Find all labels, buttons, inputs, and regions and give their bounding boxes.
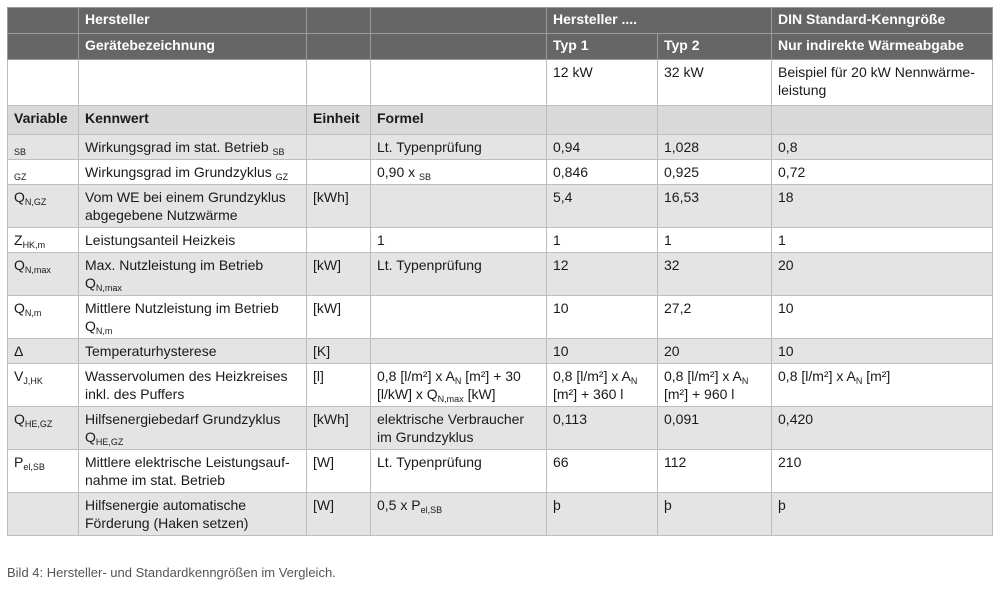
einheit-cell: [kWh]: [307, 185, 371, 228]
header-cell-blank: [8, 34, 79, 60]
comparison-table: [7, 7, 993, 536]
typ2-cell: 1: [658, 228, 772, 253]
einheit-cell: [kWh]: [307, 407, 371, 450]
formel-cell: Lt. Typenprüfung: [371, 450, 547, 493]
variable-cell: [8, 493, 79, 536]
empty-cell: [8, 60, 79, 106]
typ2-cell: 0,8 [l/m²] x $A_N$ [m²] + 960 l: [658, 364, 772, 407]
table-row: [8, 407, 993, 450]
typ1-cell: 66: [547, 450, 658, 493]
header-row-2: [8, 34, 993, 60]
empty-cell: [307, 60, 371, 106]
col-variable: Variable: [8, 106, 79, 135]
kennwert-cell: Wirkungsgrad im stat. Betrieb $_{SB}$: [79, 135, 307, 160]
typ2-cell: 112: [658, 450, 772, 493]
einheit-cell: [l]: [307, 364, 371, 407]
din-cell: 0,8: [772, 135, 993, 160]
einheit-cell: [kW]: [307, 253, 371, 296]
kennwert-cell: Mittlere Nutzleistung im Betrieb $Q_{N,m}$: [79, 296, 307, 339]
din-cell: 0,420: [772, 407, 993, 450]
comparison-table-wrapper: [7, 7, 992, 536]
din-power-example: Beispiel für 20 kW Nennwärme-leistung: [772, 60, 993, 106]
formel-cell: 0,8 [l/m²] x $A_N$ [m²] + 30 [l/kW] x $Q_{N,max}$ [kW]: [371, 364, 547, 407]
din-cell: 1: [772, 228, 993, 253]
variable-cell: $Q_{N,max}$: [8, 253, 79, 296]
table-row: [8, 185, 993, 228]
table-row: [8, 493, 993, 536]
table-row: [8, 228, 993, 253]
variable-cell: GZ: [8, 160, 79, 185]
typ1-cell: 1: [547, 228, 658, 253]
header-typ1: Typ 1: [547, 34, 658, 60]
kennwert-cell: Temperaturhysterese: [79, 339, 307, 364]
typ1-cell: 10: [547, 296, 658, 339]
din-checkbox-cell[interactable]: þ: [772, 493, 993, 536]
din-cell: 18: [772, 185, 993, 228]
typ1-cell: 0,8 [l/m²] x $A_N$ [m²] + 360 l: [547, 364, 658, 407]
variable-cell: $V_{J,HK}$: [8, 364, 79, 407]
table-row: [8, 253, 993, 296]
variable-cell: $Q_{N,m}$: [8, 296, 79, 339]
table-row: [8, 296, 993, 339]
variable-cell: Δ: [8, 339, 79, 364]
kennwert-cell: Wirkungsgrad im Grundzyklus $_{GZ}$: [79, 160, 307, 185]
header-hersteller: Hersteller: [79, 8, 307, 34]
typ1-power: 12 kW: [547, 60, 658, 106]
einheit-cell: [kW]: [307, 296, 371, 339]
col-einheit: Einheit: [307, 106, 371, 135]
typ2-cell: 1,028: [658, 135, 772, 160]
typ1-cell: 0,94: [547, 135, 658, 160]
header-din-standard: DIN Standard-Kenngröße: [772, 8, 993, 34]
formel-cell: [371, 185, 547, 228]
formel-cell: [371, 296, 547, 339]
einheit-cell: [W]: [307, 450, 371, 493]
formel-cell: elektrische Verbraucher im Grundzyklus: [371, 407, 547, 450]
header-cell-blank: [371, 34, 547, 60]
power-row: [8, 60, 993, 106]
typ2-checkbox-cell[interactable]: þ: [658, 493, 772, 536]
formel-cell: 0,90 x $_{SB}$: [371, 160, 547, 185]
typ2-cell: 32: [658, 253, 772, 296]
typ2-cell: 27,2: [658, 296, 772, 339]
header-din-indirekt: Nur indirekte Wärmeabgabe: [772, 34, 993, 60]
kennwert-cell: Max. Nutzleistung im Betrieb $Q_{N,max}$: [79, 253, 307, 296]
kennwert-cell: Hilfsenergiebedarf Grundzyklus $Q_{HE,GZ}$: [79, 407, 307, 450]
empty-cell: [658, 106, 772, 135]
empty-cell: [772, 106, 993, 135]
col-formel: Formel: [371, 106, 547, 135]
variable-cell: $Q_{N,GZ}$: [8, 185, 79, 228]
einheit-cell: [W]: [307, 493, 371, 536]
table-row: [8, 450, 993, 493]
header-cell-blank: [307, 8, 371, 34]
din-cell: 210: [772, 450, 993, 493]
typ1-cell: 12: [547, 253, 658, 296]
kennwert-cell: Hilfsenergie automatische Förderung (Haken setzen): [79, 493, 307, 536]
empty-cell: [79, 60, 307, 106]
typ1-checkbox-cell[interactable]: þ: [547, 493, 658, 536]
header-row-1: [8, 8, 993, 34]
formel-cell: [371, 339, 547, 364]
typ2-cell: 0,925: [658, 160, 772, 185]
formel-cell: 1: [371, 228, 547, 253]
formel-cell: 0,5 x $P_{el,SB}$: [371, 493, 547, 536]
typ1-cell: 0,113: [547, 407, 658, 450]
header-cell-blank: [307, 34, 371, 60]
einheit-cell: [307, 160, 371, 185]
einheit-cell: [307, 228, 371, 253]
variable-cell: $P_{el,SB}$: [8, 450, 79, 493]
table-row: [8, 160, 993, 185]
formel-cell: Lt. Typenprüfung: [371, 135, 547, 160]
typ2-cell: 16,53: [658, 185, 772, 228]
din-cell: 0,72: [772, 160, 993, 185]
einheit-cell: [K]: [307, 339, 371, 364]
empty-cell: [371, 60, 547, 106]
typ1-cell: 0,846: [547, 160, 658, 185]
din-cell: 0,8 [l/m²] x $A_N$ [m²]: [772, 364, 993, 407]
table-row: [8, 339, 993, 364]
typ1-cell: 10: [547, 339, 658, 364]
variable-cell: $Q_{HE,GZ}$: [8, 407, 79, 450]
typ1-cell: 5,4: [547, 185, 658, 228]
din-cell: 20: [772, 253, 993, 296]
typ2-cell: 20: [658, 339, 772, 364]
header-hersteller-dots: Hersteller ....: [547, 8, 772, 34]
variable-cell: SB: [8, 135, 79, 160]
din-cell: 10: [772, 339, 993, 364]
header-typ2: Typ 2: [658, 34, 772, 60]
empty-cell: [547, 106, 658, 135]
typ2-power: 32 kW: [658, 60, 772, 106]
table-row: [8, 135, 993, 160]
formel-cell: Lt. Typenprüfung: [371, 253, 547, 296]
din-cell: 10: [772, 296, 993, 339]
kennwert-cell: Mittlere elektrische Leistungsauf-nahme im stat. Betrieb: [79, 450, 307, 493]
column-header-row: [8, 106, 993, 135]
header-cell-blank: [8, 8, 79, 34]
kennwert-cell: Leistungsanteil Heizkeis: [79, 228, 307, 253]
kennwert-cell: Wasservolumen des Heizkreises inkl. des Puffers: [79, 364, 307, 407]
header-cell-blank: [371, 8, 547, 34]
col-kennwert: Kennwert: [79, 106, 307, 135]
figure-caption: Bild 4: Hersteller- und Standardkenngrößen im Vergleich.: [7, 565, 336, 580]
header-geraetebezeichnung: Gerätebezeichnung: [79, 34, 307, 60]
typ2-cell: 0,091: [658, 407, 772, 450]
einheit-cell: [307, 135, 371, 160]
variable-cell: $Z_{HK,m}$: [8, 228, 79, 253]
kennwert-cell: Vom WE bei einem Grundzyklus abgegebene Nutzwärme: [79, 185, 307, 228]
table-row: [8, 364, 993, 407]
